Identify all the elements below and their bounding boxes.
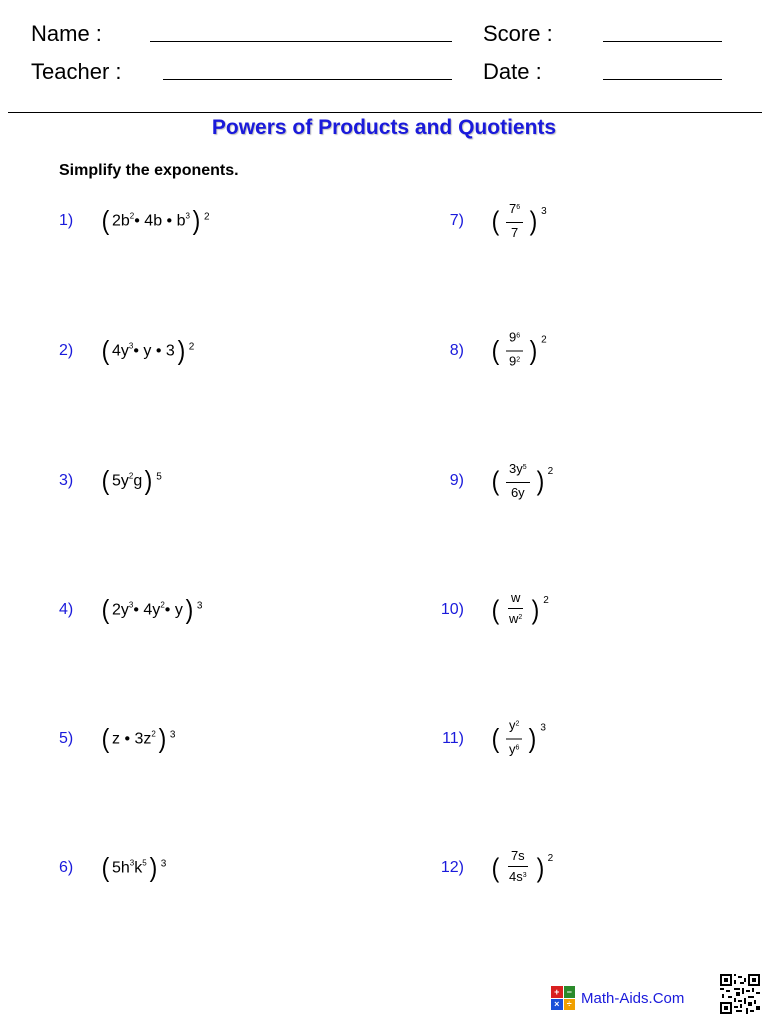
problem-number: 8) [449,342,464,359]
open-paren: ( [491,723,500,754]
denominator-base: 6y [510,485,525,500]
minus-icon: − [564,986,576,998]
problem-number: 2) [59,342,74,359]
expression-body [112,730,156,748]
outer-exponent: 5 [156,471,162,483]
problem-item [59,451,359,511]
open-paren: ( [491,594,500,625]
problem-expression [99,723,176,754]
close-paren: ) [536,465,544,496]
open-paren: ( [101,723,110,754]
numerator-base: 7s [510,848,525,863]
problem-number: 5) [59,730,74,747]
qr-code-icon [720,974,760,1014]
teacher-field-line[interactable] [163,79,452,80]
numerator-exponent: 5 [522,464,527,471]
close-paren: ) [158,723,167,754]
denominator-exponent: 2 [516,356,521,364]
problem-item [59,321,359,381]
score-field-line[interactable] [603,41,722,42]
numerator-base: 9 [509,329,517,345]
exponent: 3 [185,211,190,221]
close-paren: ) [185,594,194,625]
close-paren: ) [529,205,538,236]
problem-number: 1) [59,212,74,229]
numerator-exponent: 6 [516,204,521,211]
problem-item [424,451,724,511]
numerator [508,849,528,867]
outer-exponent: 3 [541,206,547,217]
expression-body [112,859,147,877]
denominator-base: 7 [510,225,519,240]
exponent: 3 [128,600,134,610]
term: • y • 3 [133,342,175,359]
problem-expression [489,719,546,760]
problem-number: 4) [59,601,74,618]
problem-expression [99,465,162,496]
problem-item [424,321,724,381]
outer-exponent: 2 [203,211,210,223]
denominator-base: 4s [509,869,523,884]
open-paren: ( [491,852,500,883]
open-paren: ( [101,335,110,366]
plus-icon: + [551,986,563,998]
denominator [506,867,530,887]
outer-exponent: 3 [196,600,203,612]
problem-item [59,580,359,640]
term: • 4b • b [134,212,186,229]
outer-exponent: 3 [160,858,167,870]
fraction [506,849,530,887]
problem-expression [99,205,210,236]
times-icon: × [551,999,563,1011]
problem-expression [99,594,203,625]
exponent: 3 [128,341,134,351]
fraction [506,462,530,500]
problem-number: 9) [449,472,464,489]
problem-expression [489,202,547,240]
exponent: 2 [160,600,165,610]
close-paren: ) [536,852,544,883]
problem-expression [99,335,195,366]
worksheet-title: Powers of Products and Quotients [211,116,557,139]
outer-exponent: 2 [547,466,554,477]
problem-number: 6) [59,859,74,876]
denominator [508,483,528,500]
problem-item [59,709,359,769]
term: • 4y [133,601,161,618]
denominator-exponent: 6 [515,744,520,752]
term: 2b [112,212,130,229]
problem-expression [99,852,167,883]
numerator-base: w [510,590,521,605]
instructions: Simplify the exponents. [59,162,239,179]
term: 5y [112,472,129,489]
problem-item [424,709,724,769]
term: 5h [112,859,130,876]
fraction [506,591,525,629]
expression-body [112,342,175,360]
open-paren: ( [101,594,110,625]
close-paren: ) [149,852,158,883]
numerator-base: 3y [509,461,523,476]
close-paren: ) [177,335,186,366]
problem-expression [489,849,553,887]
problem-item [424,838,724,898]
problem-item [59,191,359,251]
close-paren: ) [529,335,538,366]
outer-exponent: 3 [540,722,546,734]
date-field-line[interactable] [603,79,722,80]
expression-body [112,472,142,490]
outer-exponent: 2 [188,341,195,353]
numerator [508,591,523,609]
denominator [506,740,522,760]
open-paren: ( [101,852,110,883]
outer-exponent: 2 [547,853,554,864]
numerator-base: y [509,717,516,733]
numerator [506,719,522,740]
denominator [508,223,521,240]
problem-number: 11) [442,730,464,747]
problem-expression [489,591,549,629]
close-paren: ) [531,594,540,625]
open-paren: ( [101,205,110,236]
term: • y [164,601,183,618]
denominator-exponent: 3 [522,872,527,879]
fraction [506,331,523,372]
problem-expression [489,462,553,500]
name-field-line[interactable] [150,41,452,42]
term: g [133,472,143,489]
expression-body [112,601,183,619]
denominator [506,609,525,629]
outer-exponent: 2 [541,334,547,346]
exponent: 5 [142,858,147,868]
denominator-exponent: 2 [518,614,523,621]
problem-number: 3) [59,472,74,489]
exponent: 3 [129,858,135,868]
exponent: 2 [128,471,134,481]
outer-exponent: 3 [169,729,176,741]
name-label: Name : [31,21,102,46]
problem-item [59,838,359,898]
problem-item [424,580,724,640]
teacher-label: Teacher : [31,59,122,84]
problem-number: 12) [440,859,464,876]
fraction [506,202,523,240]
denominator-base: y [509,741,516,757]
problem-item [424,191,724,251]
exponent: 2 [129,211,135,221]
denominator [506,352,523,372]
term: 2y [112,601,129,618]
numerator-exponent: 6 [516,332,521,340]
numerator [506,202,523,223]
open-paren: ( [101,465,110,496]
exponent: 2 [151,729,156,739]
numerator [506,462,530,483]
fraction [506,719,522,760]
close-paren: ) [144,465,153,496]
divide-icon: ÷ [564,999,576,1011]
brand-logo[interactable] [551,986,684,1010]
header-divider [8,112,762,113]
problem-number: 7) [449,212,464,229]
date-label: Date : [483,59,542,84]
numerator-base: 7 [509,201,517,216]
score-label: Score : [483,21,553,46]
denominator-base: w [509,611,519,626]
open-paren: ( [491,205,500,236]
open-paren: ( [491,335,500,366]
numerator-exponent: 2 [515,720,520,728]
term: z • 3z [112,730,152,747]
term: k [134,859,143,876]
problem-expression [489,331,547,372]
denominator-base: 9 [509,353,517,369]
calculator-icon [551,986,575,1010]
brand-name[interactable]: Math-Aids.Com [581,989,685,1007]
open-paren: ( [491,465,500,496]
outer-exponent: 2 [543,595,549,606]
numerator [506,331,523,352]
problem-number: 10) [440,601,464,618]
expression-body [112,212,190,230]
term: 4y [112,342,129,359]
close-paren: ) [192,205,201,236]
close-paren: ) [529,723,537,754]
